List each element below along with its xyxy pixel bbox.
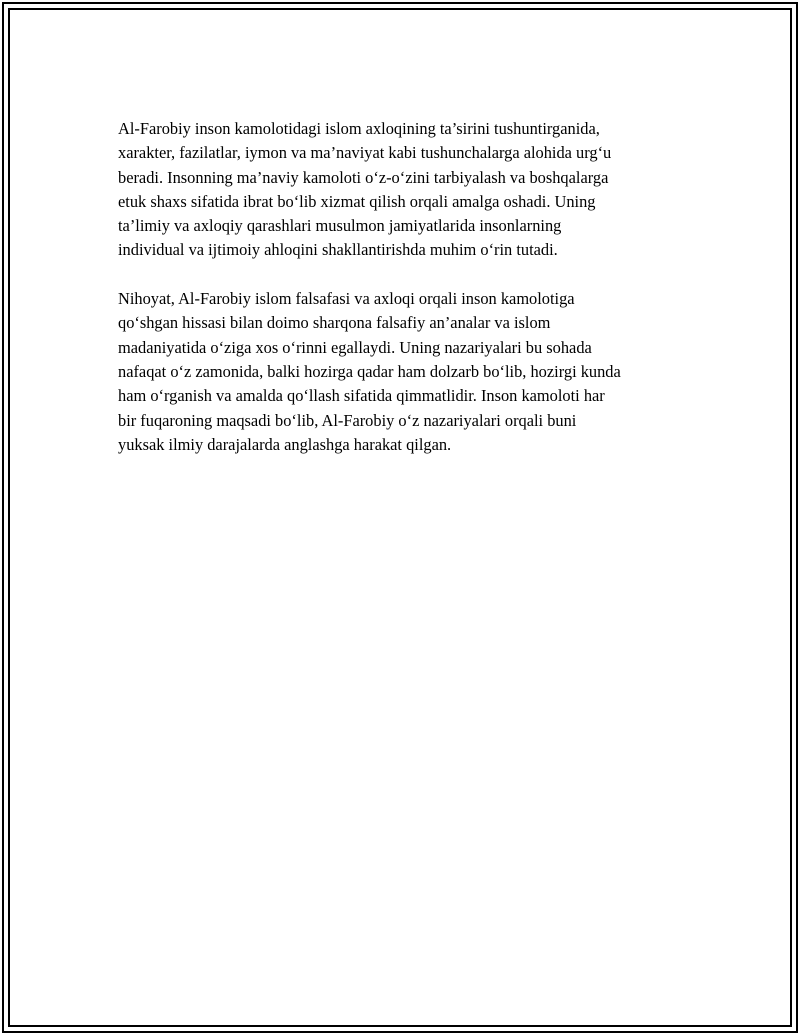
text-line: Al-Farobiy inson kamolotidagi islom axloqining ta’sirini tushuntirganida, <box>118 119 600 138</box>
text-line: yuksak ilmiy darajalarda anglashga harakat qilgan. <box>118 434 452 454</box>
text-line: nafaqat o‘z zamonida, balki hozirga qadar ham dolzarb bo‘lib, hozirgi kunda <box>118 361 621 381</box>
paragraph-2 <box>118 287 698 457</box>
text-line: Nihoyat, Al-Farobiy islom falsafasi va axloqi orqali inson kamolotiga <box>118 289 575 309</box>
text-line: individual va ijtimoiy ahloqini shakllantirishda muhim o‘rin tutadi. <box>118 240 558 260</box>
text-line: ham o‘rganish va amalda qo‘llash sifatida qimmatlidir. Inson kamoloti har <box>118 386 605 406</box>
text-line: bir fuqaroning maqsadi bo‘lib, Al-Farobiy o‘z nazariyalari orqali buni <box>118 410 577 430</box>
text-line: beradi. Insonning ma’naviy kamoloti o‘z-o‘zini tarbiyalash va boshqalarga <box>118 167 609 187</box>
text-line: xarakter, fazilatlar, iymon va ma’naviyat kabi tushunchalarga alohida urg‘u <box>118 143 612 163</box>
text-line: etuk shaxs sifatida ibrat bo‘lib xizmat qilish orqali amalga oshadi. Uning <box>118 191 596 211</box>
text-line: qo‘shgan hissasi bilan doimo sharqona falsafiy an’analar va islom <box>118 313 551 333</box>
text-line: madaniyatida o‘ziga xos o‘rinni egallaydi. Uning nazariyalari bu sohada <box>118 337 592 357</box>
document-body <box>118 117 698 457</box>
paragraph-1 <box>118 117 698 263</box>
text-line: ta’limiy va axloqiy qarashlari musulmon jamiyatlarida insonlarning <box>118 216 562 236</box>
